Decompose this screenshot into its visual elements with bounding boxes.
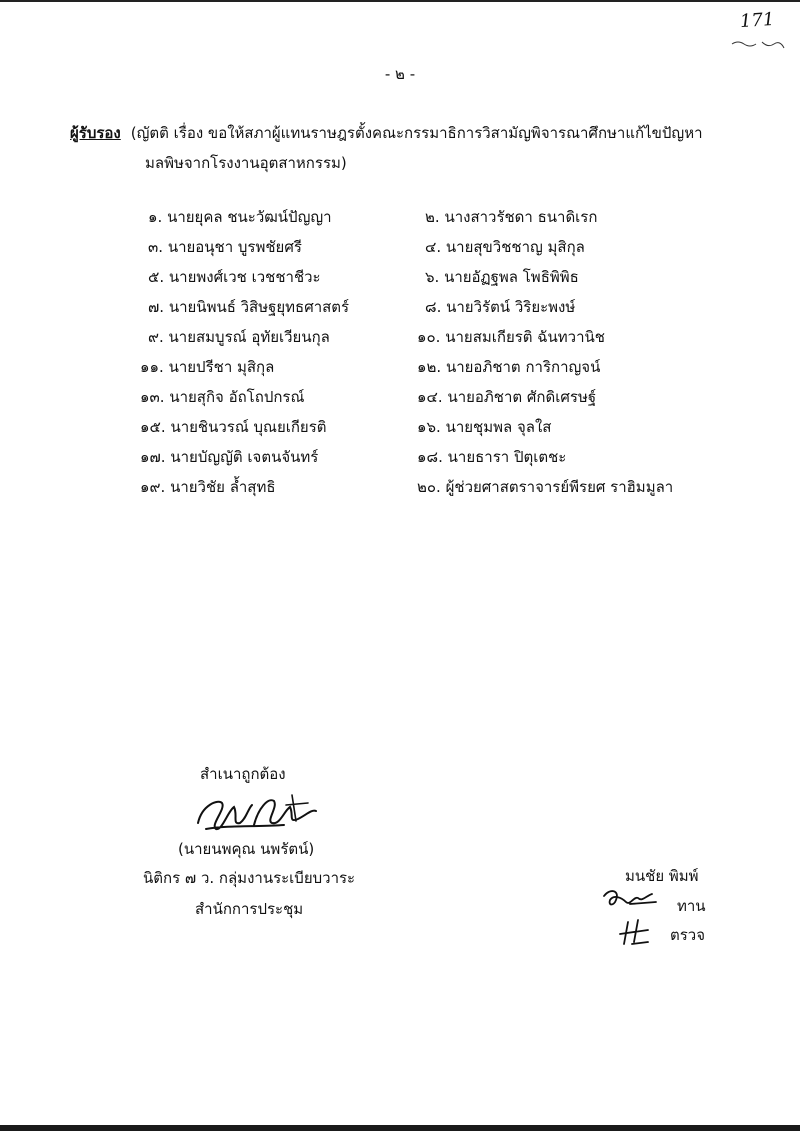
folio-number: 171: [739, 8, 776, 33]
signer-number: ๑๓.: [140, 388, 165, 406]
signer-name: นายชินวรณ์ บุณยเกียรติ: [170, 418, 327, 436]
signer-item: [417, 325, 605, 349]
check-label: ตรวจ: [670, 926, 706, 944]
signer-name: นายบัญญัติ เจตนจันทร์: [170, 448, 319, 466]
endorsers-header: [70, 118, 750, 172]
signer-name: นายสุกิจ อัถโถปกรณ์: [169, 388, 305, 406]
signer-number: ๑๗.: [140, 448, 166, 466]
signer-item: [140, 385, 304, 409]
signer-name: นายวิรัตน์ วิริยะพงษ์: [446, 298, 576, 316]
signer-number: ๘.: [425, 298, 442, 316]
signer-number: ๑๕.: [140, 418, 166, 436]
signer-number: ๕.: [148, 268, 165, 286]
signer-item: [140, 355, 274, 379]
signer-number: ๑๘.: [417, 448, 443, 466]
motion-title-line2: มลพิษจากโรงงานอุตสาหกรรม): [145, 154, 347, 172]
signer-item: [148, 295, 349, 319]
signer-name: ผู้ช่วยศาสตราจารย์พีรยศ ราฮิมมูลา: [445, 478, 674, 496]
signer-name: นายอภิชาต ศักดิเศรษฐ์: [447, 388, 597, 406]
signer-name: นายนิพนธ์ วิสิษฐยุทธศาสตร์: [168, 298, 350, 316]
signer-number: ๓.: [148, 238, 164, 256]
motion-title-line1: (ญัตติ เรื่อง ขอให้สภาผู้แทนราษฎรตั้งคณะกรรมาธิการวิสามัญพิจารณาศึกษาแก้ไขปัญหา: [130, 124, 703, 142]
signer-item: [140, 415, 327, 439]
signer-number: ๒.: [425, 208, 440, 226]
signer-item: [425, 205, 597, 229]
signer-item: [140, 475, 276, 499]
signer-name: นายอนุชา บูรพชัยศรี: [167, 238, 302, 256]
signer-number: ๙.: [148, 328, 164, 346]
signer-item: [148, 265, 321, 289]
signer-list: [0, 205, 800, 505]
signer-name: นางสาวรัชดา ธนาดิเรก: [444, 208, 598, 226]
signer-name: นายอภิชาต การิกาญจน์: [445, 358, 601, 376]
signer-name: นายธารา ปิตุเตชะ: [447, 448, 567, 466]
certifier-name: (นายนพคุณ นพรัตน์): [178, 840, 315, 858]
scan-edge-top: [0, 0, 800, 2]
signer-item: [417, 385, 596, 409]
signer-name: นายยุคล ชนะวัฒน์ปัญญา: [167, 208, 332, 226]
proofreader-initials: [600, 884, 660, 914]
signer-number: ๑.: [148, 208, 163, 226]
signer-name: นายพงศ์เวช เวชชาชีวะ: [168, 268, 321, 286]
signer-number: ๑๙.: [140, 478, 166, 496]
signer-item: [417, 445, 566, 469]
proofread-label: ทาน: [677, 897, 706, 915]
scan-edge-bottom: [0, 1125, 800, 1131]
signer-number: ๖.: [425, 268, 440, 286]
signer-number: ๑๐.: [417, 328, 441, 346]
signer-item: [148, 205, 332, 229]
signer-number: ๑๔.: [417, 388, 443, 406]
checker-initials: [618, 918, 650, 948]
signer-number: ๑๖.: [417, 418, 441, 436]
certifier-signature: [188, 785, 323, 840]
signer-item: [425, 265, 579, 289]
signer-item: [425, 295, 575, 319]
signer-item: [148, 325, 330, 349]
signer-name: นายปรีชา มุสิกุล: [168, 358, 275, 376]
signer-number: ๑๒.: [417, 358, 442, 376]
signer-number: ๗.: [148, 298, 165, 316]
page-number: - ๒ -: [384, 65, 416, 83]
signer-item: [417, 415, 551, 439]
signer-item: [140, 445, 318, 469]
signer-item: [417, 355, 600, 379]
signer-item: [148, 235, 302, 259]
signer-name: นายสมเกียรติ ฉันทวานิช: [445, 328, 605, 346]
signer-number: ๑๑.: [140, 358, 164, 376]
signer-name: นายสมบูรณ์ อุทัยเวียนกุล: [168, 328, 330, 346]
certifier-office: สำนักการประชุม: [195, 900, 304, 918]
signer-name: นายชุมพล จุลใส: [445, 418, 552, 436]
signer-name: นายวิชัย ล้ำสุทธิ: [170, 478, 276, 496]
signer-number: ๔.: [425, 238, 442, 256]
signer-item: [417, 475, 673, 499]
signer-number: ๒๐.: [417, 478, 441, 496]
endorsers-label: ผู้รับรอง: [70, 124, 121, 142]
certifier-position: นิติกร ๗ ว. กลุ่มงานระเบียบวาระ: [143, 869, 356, 887]
signer-name: นายอัฏฐพล โพธิพิพิธ: [444, 268, 579, 286]
certified-copy-label: สำเนาถูกต้อง: [200, 765, 286, 783]
typist-line: มนชัย พิมพ์: [625, 867, 699, 885]
folio-scribble: [728, 34, 788, 52]
signer-name: นายสุขวิชชาญ มุสิกุล: [445, 238, 585, 256]
signer-item: [425, 235, 585, 259]
